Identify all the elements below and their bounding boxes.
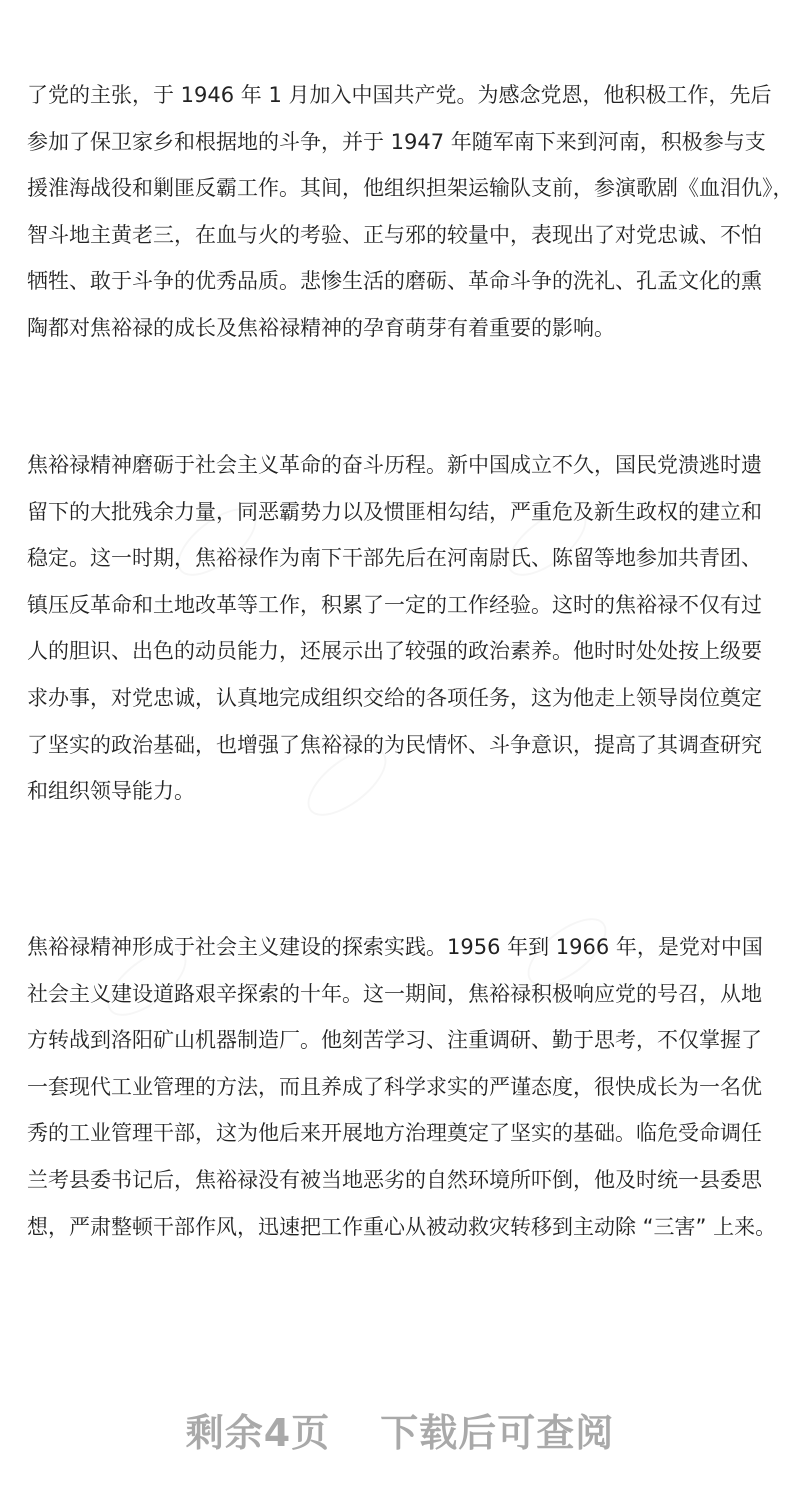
paragraph-2	[27, 442, 777, 815]
text-line: 参加了保卫家乡和根据地的斗争，并于 1947 年随军南下来到河南，积极参与支	[27, 129, 766, 154]
text-line: 焦裕禄精神磨砺于社会主义革命的奋斗历程。新中国成立不久，国民党溃逃时遗	[27, 453, 762, 477]
download-banner[interactable]	[0, 1402, 800, 1462]
text-line: 兰考县委书记后，焦裕禄没有被当地恶劣的自然环境所吓倒，他及时统一县委思	[27, 1167, 762, 1192]
paragraph-1	[27, 72, 794, 352]
text-line: 稳定。这一时期，焦裕禄作为南下干部先后在河南尉氏、陈留等地参加共青团、	[27, 546, 762, 571]
text-line: 求办事，对党忠诚，认真地完成组织交给的各项任务，这为他走上领导岗位奠定	[27, 685, 762, 710]
text-line: 秀的工业管理干部，这为他后来开展地方治理奠定了坚实的基础。临危受命调任	[27, 1121, 762, 1146]
text-line: 方转战到洛阳矿山机器制造厂。他刻苦学习、注重调研、勤于思考，不仅掌握了	[27, 1028, 762, 1053]
download-hint-label[interactable]: 下载后可查阅	[380, 1411, 615, 1455]
text-line: 援淮海战役和剿匪反霸工作。其间，他组织担架运输队支前，参演歌剧《血泪仇》，	[27, 176, 794, 201]
text-line: 了党的主张，于 1946 年 1 月加入中国共产党。为感念党恩，他积极工作，先后	[27, 83, 772, 107]
remaining-pages-label[interactable]: 剩余4页	[185, 1411, 331, 1455]
paragraph-3	[27, 924, 777, 1250]
text-line: 想，严肃整顿干部作风，迅速把工作重心从被动救灾转移到主动除 “三害” 上来。	[27, 1214, 777, 1239]
text-line: 陶都对焦裕禄的成长及焦裕禄精神的孕育萌芽有着重要的影响。	[27, 315, 615, 340]
text-line: 牺牲、敢于斗争的优秀品质。悲惨生活的磨砺、革命斗争的洗礼、孔孟文化的熏	[27, 269, 762, 294]
text-line: 镇压反革命和土地改革等工作，积累了一定的工作经验。这时的焦裕禄不仅有过	[27, 592, 762, 617]
text-line: 了坚实的政治基础，也增强了焦裕禄的为民情怀、斗争意识，提高了其调查研究	[27, 732, 762, 757]
text-line: 一套现代工业管理的方法，而且养成了科学求实的严谨态度，很快成长为一名优	[27, 1074, 762, 1099]
text-line: 人的胆识、出色的动员能力，还展示出了较强的政治素养。他时时处处按上级要	[27, 639, 762, 664]
text-line: 和组织领导能力。	[27, 779, 195, 804]
text-line: 留下的大批残余力量，同恶霸势力以及惯匪相勾结，严重危及新生政权的建立和	[27, 499, 762, 524]
text-line: 智斗地主黄老三，在血与火的考验、正与邪的较量中，表现出了对党忠诚、不怕	[27, 222, 762, 247]
text-line: 社会主义建设道路艰辛探索的十年。这一期间，焦裕禄积极响应党的号召，从地	[27, 981, 762, 1006]
text-line: 焦裕禄精神形成于社会主义建设的探索实践。1956 年到 1966 年，是党对中国	[27, 935, 763, 959]
